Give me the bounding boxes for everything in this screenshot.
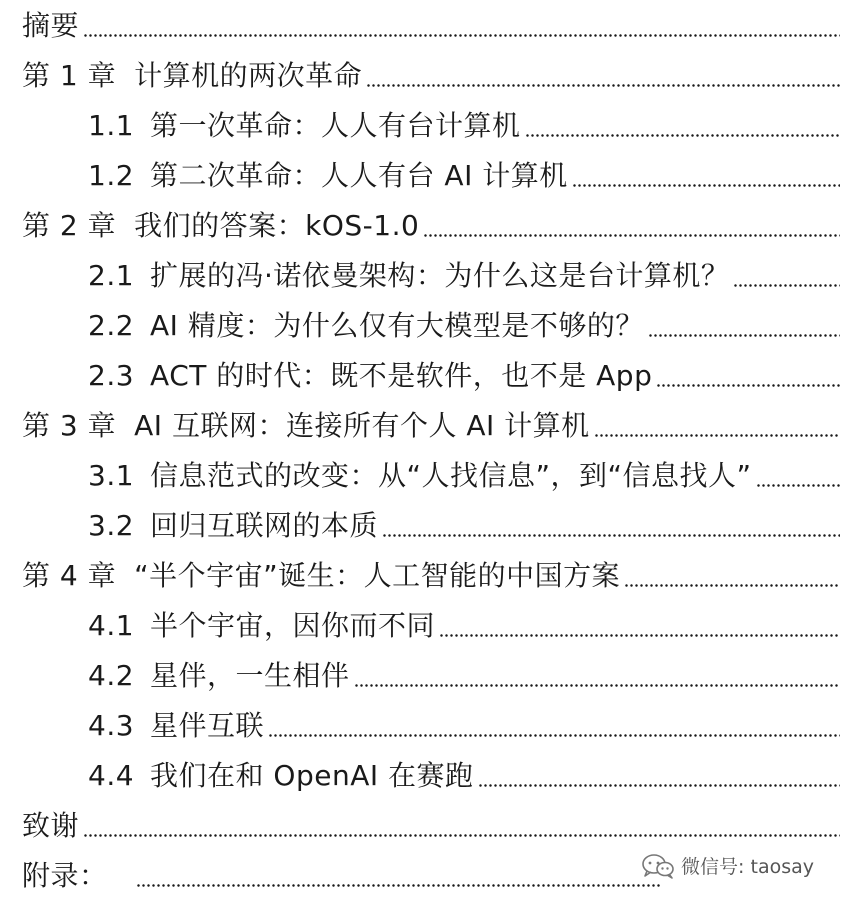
toc-entry-text: 4.3 星伴互联 [88, 709, 265, 742]
toc-entry-section-4-4[interactable] [0, 752, 840, 796]
toc-entry-acknowledgements[interactable] [0, 802, 840, 846]
dot-leader [594, 428, 840, 438]
wechat-watermark [639, 852, 816, 879]
dot-leader [756, 478, 840, 488]
toc-entry-section-1-1[interactable] [0, 102, 840, 146]
dot-leader [624, 578, 840, 588]
toc-entry-appendix[interactable] [0, 852, 662, 896]
toc-entry-text: 致谢 [22, 809, 80, 842]
dot-leader [382, 528, 840, 538]
toc-entry-text: 第 4 章 “半个宇宙”诞生：人工智能的中国方案 [22, 559, 621, 592]
toc-entry-text: 3.2 回归互联网的本质 [88, 509, 379, 542]
toc-entry-text: 第 3 章 AI 互联网：连接所有个人 AI 计算机 [22, 409, 590, 442]
toc-entry-chapter-2[interactable] [0, 202, 840, 246]
toc-entry-text: 1.2 第二次革命：人人有台 AI 计算机 [88, 159, 568, 192]
toc-entry-text: 4.1 半个宇宙，因你而不同 [88, 609, 436, 642]
toc-entry-text: 附录： [22, 859, 108, 892]
toc-entry-section-4-2[interactable] [0, 652, 840, 696]
toc-entry-chapter-4[interactable] [0, 552, 840, 596]
toc-entry-text: 1.1 第一次革命：人人有台计算机 [88, 109, 521, 142]
toc-entry-section-4-1[interactable] [0, 602, 840, 646]
toc-entry-text: 2.1 扩展的冯·诺依曼架构：为什么这是台计算机？ [88, 259, 730, 292]
toc-entry-section-4-3[interactable] [0, 702, 840, 746]
toc-entry-text: 2.2 AI 精度：为什么仅有大模型是不够的？ [88, 309, 644, 342]
toc-entry-section-3-1[interactable] [0, 452, 840, 496]
dot-leader [733, 278, 840, 288]
dot-leader [478, 778, 840, 788]
toc-entry-text: 第 1 章 计算机的两次革命 [22, 59, 363, 92]
toc-entry-section-2-3[interactable] [0, 352, 840, 396]
toc-entry-abstract[interactable] [0, 2, 840, 46]
toc-entry-chapter-3[interactable] [0, 402, 840, 446]
toc-entry-text: 3.1 信息范式的改变：从“人找信息”，到“信息找人” [88, 459, 752, 492]
dot-leader [656, 378, 840, 388]
dot-leader [83, 828, 840, 838]
toc-entry-section-1-2[interactable] [0, 152, 840, 196]
dot-leader [439, 628, 840, 638]
toc-entry-text: 第 2 章 我们的答案：kOS-1.0 [22, 209, 420, 242]
dot-leader [83, 28, 840, 38]
dot-leader [572, 178, 840, 188]
dot-leader [525, 128, 840, 138]
toc-entry-section-2-1[interactable] [0, 252, 840, 296]
dot-leader [268, 728, 840, 738]
dot-leader [423, 228, 840, 238]
toc-entry-section-3-2[interactable] [0, 502, 840, 546]
dot-leader [648, 328, 840, 338]
dot-leader [366, 78, 840, 88]
toc-entry-text: 4.4 我们在和 OpenAI 在赛跑 [88, 759, 474, 792]
toc-entry-text: 2.3 ACT 的时代：既不是软件，也不是 App [88, 359, 653, 392]
dot-leader [354, 678, 840, 688]
dot-leader [136, 878, 662, 888]
watermark-text: 微信号: taosay [681, 856, 814, 878]
toc-entry-section-2-2[interactable] [0, 302, 840, 346]
wechat-icon [641, 853, 675, 879]
toc-entry-text: 4.2 星伴，一生相伴 [88, 659, 350, 692]
toc-entry-chapter-1[interactable] [0, 52, 840, 96]
toc-entry-text: 摘要 [22, 9, 80, 42]
